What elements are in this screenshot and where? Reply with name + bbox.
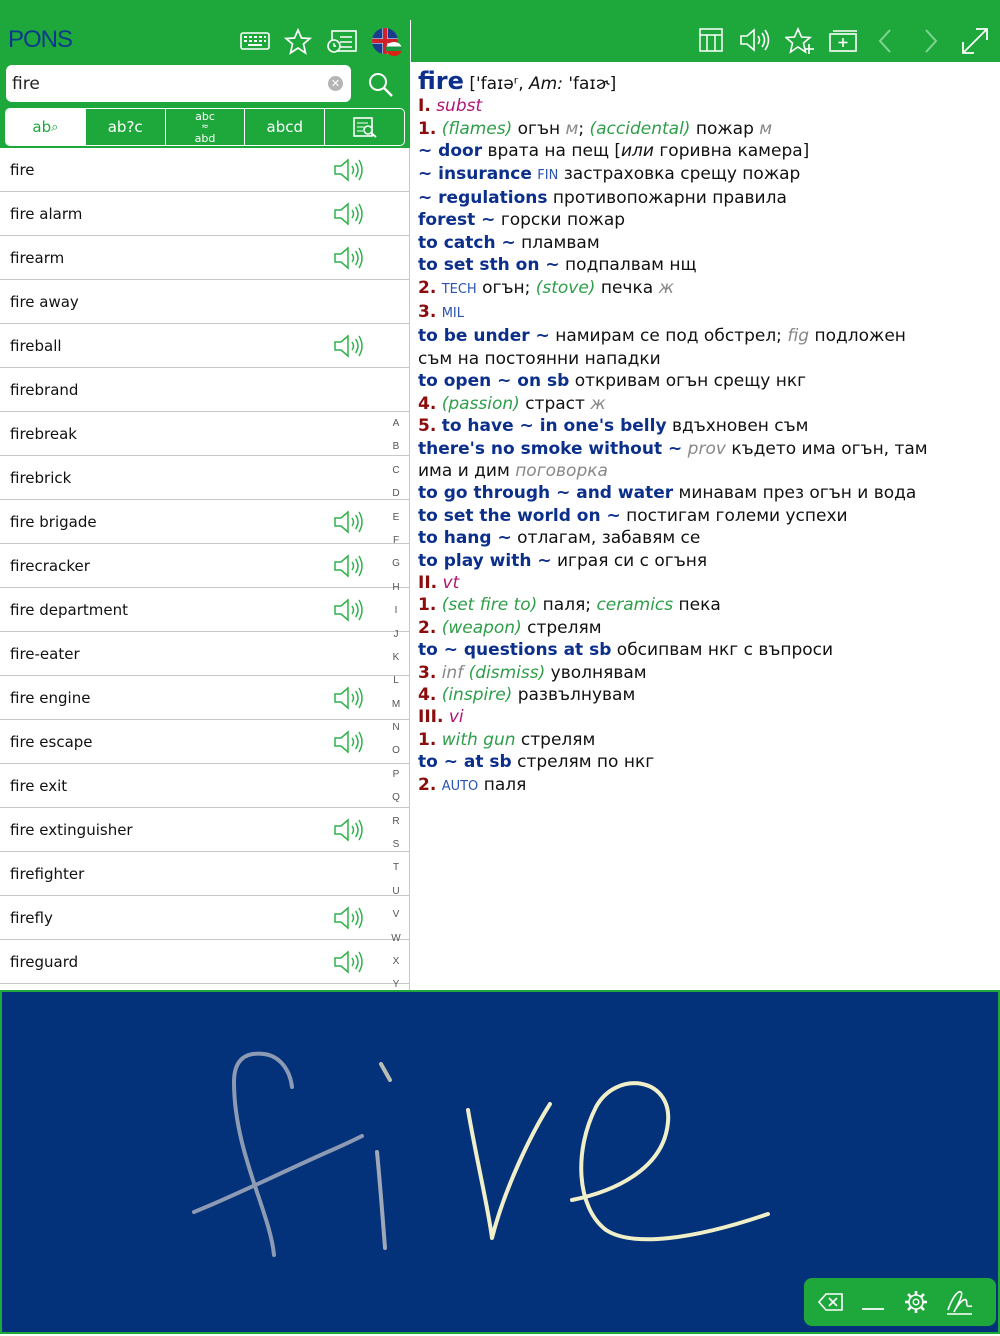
translation: отлагам, забавям се	[517, 528, 701, 549]
sense-number: 1.	[418, 595, 437, 616]
word-label: firefly	[10, 909, 53, 927]
translation: пека	[678, 595, 721, 616]
word-label: fire extinguisher	[10, 821, 133, 839]
translation: играя си с огъня	[557, 550, 708, 571]
list-item[interactable]	[0, 456, 409, 500]
sense-number: 4.	[418, 393, 437, 414]
word-label: fire escape	[10, 733, 93, 751]
translation: има и дим	[418, 460, 510, 481]
list-item[interactable]	[0, 544, 409, 588]
alphabet-letter[interactable]: P	[392, 768, 400, 780]
list-item[interactable]	[0, 280, 409, 324]
phrase[interactable]: there's no smoke without ~	[418, 438, 683, 459]
alphabet-letter[interactable]: L	[393, 675, 399, 687]
word-label: fire exit	[10, 777, 68, 795]
search-box[interactable]	[6, 65, 351, 102]
alphabet-letter[interactable]: F	[392, 534, 400, 546]
list-item[interactable]	[0, 324, 409, 368]
speaker-icon[interactable]	[333, 598, 365, 622]
alphabet-letter[interactable]: D	[392, 488, 400, 500]
alphabet-letter[interactable]: K	[392, 651, 400, 663]
list-item[interactable]	[0, 500, 409, 544]
speaker-icon[interactable]	[333, 246, 365, 270]
alphabet-letter[interactable]: Y	[392, 979, 400, 991]
word-label: fire	[10, 161, 35, 179]
alphabet-index[interactable]	[386, 418, 406, 991]
list-item[interactable]	[0, 720, 409, 764]
pronunciation: ['faɪəʳ,	[469, 74, 530, 94]
alphabet-letter[interactable]: J	[393, 628, 399, 640]
gloss: ceramics	[596, 595, 674, 616]
translation: обсипвам нкг с въпроси	[616, 640, 834, 661]
mode-tab-fulltext[interactable]	[325, 109, 404, 145]
headword: fire	[418, 67, 464, 95]
domain-label: MIL	[441, 306, 464, 322]
translation: развълнувам	[517, 684, 636, 705]
speaker-icon[interactable]	[333, 950, 365, 974]
sense-number: 2.	[418, 277, 437, 298]
word-label: fireguard	[10, 953, 79, 971]
gloss: (stove)	[535, 277, 596, 298]
translation: стрелям	[527, 617, 602, 638]
mode-tab-fuzzy[interactable]: abc ≈ abd	[166, 109, 246, 145]
speaker-icon[interactable]	[333, 906, 365, 930]
translation: огън	[517, 118, 561, 139]
list-item[interactable]	[0, 368, 409, 412]
roman-numeral: III.	[418, 707, 444, 728]
add-favorite-icon[interactable]	[785, 27, 815, 55]
word-label: firecracker	[10, 557, 90, 575]
alphabet-letter[interactable]: R	[392, 815, 400, 827]
domain-label: FIN	[537, 167, 559, 183]
mode-label-1: ab	[32, 118, 52, 136]
translation: паля;	[542, 595, 592, 616]
gloss: (weapon)	[441, 617, 522, 638]
register-label: inf	[441, 662, 464, 683]
word-label: firefighter	[10, 865, 85, 883]
gloss: with gun	[441, 729, 516, 750]
phrase[interactable]: to catch ~	[418, 232, 516, 253]
domain-label: TECH	[441, 281, 477, 297]
handwriting-mode-icon[interactable]	[944, 1288, 974, 1316]
list-item[interactable]	[0, 676, 409, 720]
translation: съм на постоянни нападки	[418, 348, 661, 369]
translation: горски пожар	[500, 210, 626, 231]
word-label: fire-eater	[10, 645, 80, 663]
word-label: fire brigade	[10, 513, 97, 531]
phrase[interactable]: to set the world on ~	[418, 505, 621, 526]
list-item[interactable]	[0, 412, 409, 456]
speaker-icon[interactable]	[333, 510, 365, 534]
speaker-icon[interactable]	[333, 202, 365, 226]
translation: врата на пещ [	[487, 141, 621, 162]
translation: горивна камера]	[653, 141, 810, 162]
gender: м	[759, 118, 773, 139]
alphabet-letter[interactable]: V	[392, 909, 400, 921]
alphabet-letter[interactable]: W	[391, 932, 401, 944]
speaker-icon[interactable]	[333, 554, 365, 578]
word-label: firebrand	[10, 381, 79, 399]
alphabet-letter[interactable]: X	[392, 955, 400, 967]
sense-number: 5.	[418, 416, 437, 437]
translation: паля	[483, 774, 527, 795]
table-view-icon[interactable]	[699, 28, 723, 52]
translation: стрелям	[520, 729, 596, 750]
list-item[interactable]	[0, 808, 409, 852]
gender: ж	[590, 393, 606, 414]
sense-number: 3.	[418, 662, 437, 683]
speaker-icon[interactable]	[333, 334, 365, 358]
alphabet-letter[interactable]: U	[392, 885, 400, 897]
translation: постигам големи успехи	[626, 505, 848, 526]
translation: стрелям по нкг	[517, 752, 655, 773]
gloss: (dismiss)	[468, 662, 546, 683]
settings-gear-icon[interactable]	[904, 1290, 928, 1314]
space-icon[interactable]	[860, 1292, 886, 1312]
dictionary-entry	[418, 67, 996, 798]
translation: печка	[600, 277, 654, 298]
alphabet-letter[interactable]: I	[394, 605, 398, 617]
search-icon[interactable]	[368, 72, 394, 98]
list-item[interactable]	[0, 852, 409, 896]
sense-number: 1.	[418, 118, 437, 139]
alphabet-letter[interactable]: G	[392, 558, 400, 570]
phrase[interactable]: to play with ~	[418, 550, 552, 571]
gender: ж	[658, 277, 674, 298]
left-header	[0, 0, 410, 148]
alphabet-letter[interactable]: A	[392, 418, 400, 429]
domain-label: AUTO	[441, 778, 479, 794]
word-list[interactable]	[0, 148, 410, 990]
handwriting-toolbar	[804, 1278, 996, 1326]
word-label: fire department	[10, 601, 129, 619]
list-item[interactable]	[0, 896, 409, 940]
list-item[interactable]	[0, 148, 409, 192]
phrase[interactable]: to have ~ in one's belly	[441, 416, 667, 437]
phrase[interactable]: to set sth on ~	[418, 255, 560, 276]
roman-numeral: I.	[418, 96, 431, 117]
word-label: fire away	[10, 293, 79, 311]
speaker-icon[interactable]	[333, 686, 365, 710]
translation: подложен	[814, 326, 906, 347]
translation: уволнявам	[550, 662, 647, 683]
fulltext-search-icon	[352, 116, 378, 138]
mode-label-4: abcd	[266, 118, 304, 136]
word-label: firearm	[10, 249, 65, 267]
sense-number: 2.	[418, 617, 437, 638]
sense-number: 2.	[418, 774, 437, 795]
mode-label-3a: abc	[195, 109, 215, 123]
speaker-icon[interactable]	[333, 158, 365, 182]
phrase[interactable]: to ~ at sb	[418, 752, 512, 773]
part-of-speech: vt	[442, 572, 460, 593]
search-mode-tabs	[5, 108, 405, 146]
translation: откривам огън срещу нкг	[574, 371, 807, 392]
keyboard-icon[interactable]	[240, 32, 270, 50]
roman-numeral: II.	[418, 572, 438, 593]
alphabet-letter[interactable]: C	[392, 464, 400, 476]
backspace-icon[interactable]	[818, 1292, 844, 1312]
pronunciation-am-label: Am:	[529, 74, 563, 94]
clear-icon[interactable]: ✕	[328, 76, 343, 91]
speaker-icon[interactable]	[333, 730, 365, 754]
gloss: (passion)	[441, 393, 520, 414]
part-of-speech: subst	[436, 96, 483, 117]
expand-icon[interactable]	[959, 25, 991, 57]
sense-number: 1.	[418, 729, 437, 750]
mode-tab-anagram[interactable]	[245, 109, 325, 145]
gender: м	[565, 118, 579, 139]
list-item[interactable]	[0, 588, 409, 632]
alphabet-letter[interactable]: T	[392, 862, 400, 874]
translation: подпалвам нщ	[565, 255, 697, 276]
register-label: fig	[787, 326, 810, 347]
pronunciation-am: 'faɪɚ]	[562, 74, 617, 94]
separator: ;	[578, 118, 585, 139]
sense-number: 4.	[418, 684, 437, 705]
right-toolbar	[411, 0, 1000, 62]
mode-label-3b: abd	[194, 131, 216, 145]
alphabet-letter[interactable]: Q	[392, 792, 400, 804]
alphabet-letter[interactable]: E	[392, 511, 400, 523]
or-label: или	[621, 141, 654, 162]
add-to-vocabulary-icon[interactable]	[829, 30, 859, 52]
gloss: (set fire to)	[441, 595, 538, 616]
magnifier-icon: ⌕	[51, 119, 59, 135]
phrase[interactable]: to hang ~	[418, 528, 512, 549]
register-label: prov	[687, 438, 726, 459]
list-item[interactable]	[0, 764, 409, 808]
translation: огън;	[482, 277, 531, 298]
part-of-speech: vi	[448, 707, 464, 728]
translation: намирам се под обстрел;	[555, 326, 782, 347]
pons-logo: PONS	[8, 26, 73, 53]
word-label: firebrick	[10, 469, 72, 487]
gloss: (inspire)	[441, 684, 513, 705]
phrase[interactable]: ~ door	[418, 141, 483, 162]
word-label: firebreak	[10, 425, 77, 443]
register-label: поговорка	[515, 460, 608, 481]
translation: противопожарни правила	[552, 188, 787, 209]
history-icon[interactable]	[326, 28, 358, 55]
alphabet-letter[interactable]: O	[392, 745, 400, 757]
search-input[interactable]	[12, 65, 322, 102]
alphabet-letter[interactable]: B	[392, 441, 400, 453]
phrase[interactable]: to ~ questions at sb	[418, 640, 612, 661]
forward-chevron-icon[interactable]	[923, 28, 939, 54]
phrase[interactable]: to open ~ on sb	[418, 371, 570, 392]
mode-tab-autocomplete[interactable]	[6, 109, 86, 145]
list-item[interactable]	[0, 236, 409, 280]
favorites-star-icon[interactable]	[284, 28, 312, 55]
translation: минавам през огън и вода	[678, 483, 917, 504]
translation: застраховка срещу пожар	[563, 163, 801, 184]
mode-tab-wildcard[interactable]	[86, 109, 166, 145]
bulgarian-flag-icon[interactable]	[386, 42, 402, 56]
phrase[interactable]: to be under ~	[418, 326, 550, 347]
speaker-icon[interactable]	[333, 818, 365, 842]
word-label: fire alarm	[10, 205, 83, 223]
back-chevron-icon[interactable]	[877, 28, 893, 54]
translation: където има огън, там	[731, 438, 928, 459]
phrase[interactable]: ~ insurance	[418, 163, 532, 184]
phrase[interactable]: to go through ~ and water	[418, 483, 674, 504]
alphabet-letter[interactable]: N	[392, 722, 400, 734]
speaker-icon[interactable]	[739, 27, 771, 53]
phrase[interactable]: ~ regulations	[418, 188, 548, 209]
gloss: (flames)	[441, 118, 513, 139]
word-label: fireball	[10, 337, 62, 355]
phrase[interactable]: forest ~	[418, 210, 496, 231]
translation: пожар	[695, 118, 754, 139]
translation: страст	[525, 393, 585, 414]
alphabet-letter[interactable]: S	[392, 839, 400, 851]
list-item[interactable]	[0, 192, 409, 236]
list-item[interactable]	[0, 632, 409, 676]
alphabet-letter[interactable]: M	[391, 698, 401, 710]
mode-label-2: ab?c	[107, 118, 143, 136]
translation: вдъхновен съм	[671, 416, 809, 437]
word-label: fire engine	[10, 689, 91, 707]
translation: пламвам	[521, 232, 600, 253]
gloss: (accidental)	[589, 118, 691, 139]
sense-number: 3.	[418, 302, 437, 323]
alphabet-letter[interactable]: H	[392, 581, 400, 593]
list-item[interactable]	[0, 940, 409, 984]
